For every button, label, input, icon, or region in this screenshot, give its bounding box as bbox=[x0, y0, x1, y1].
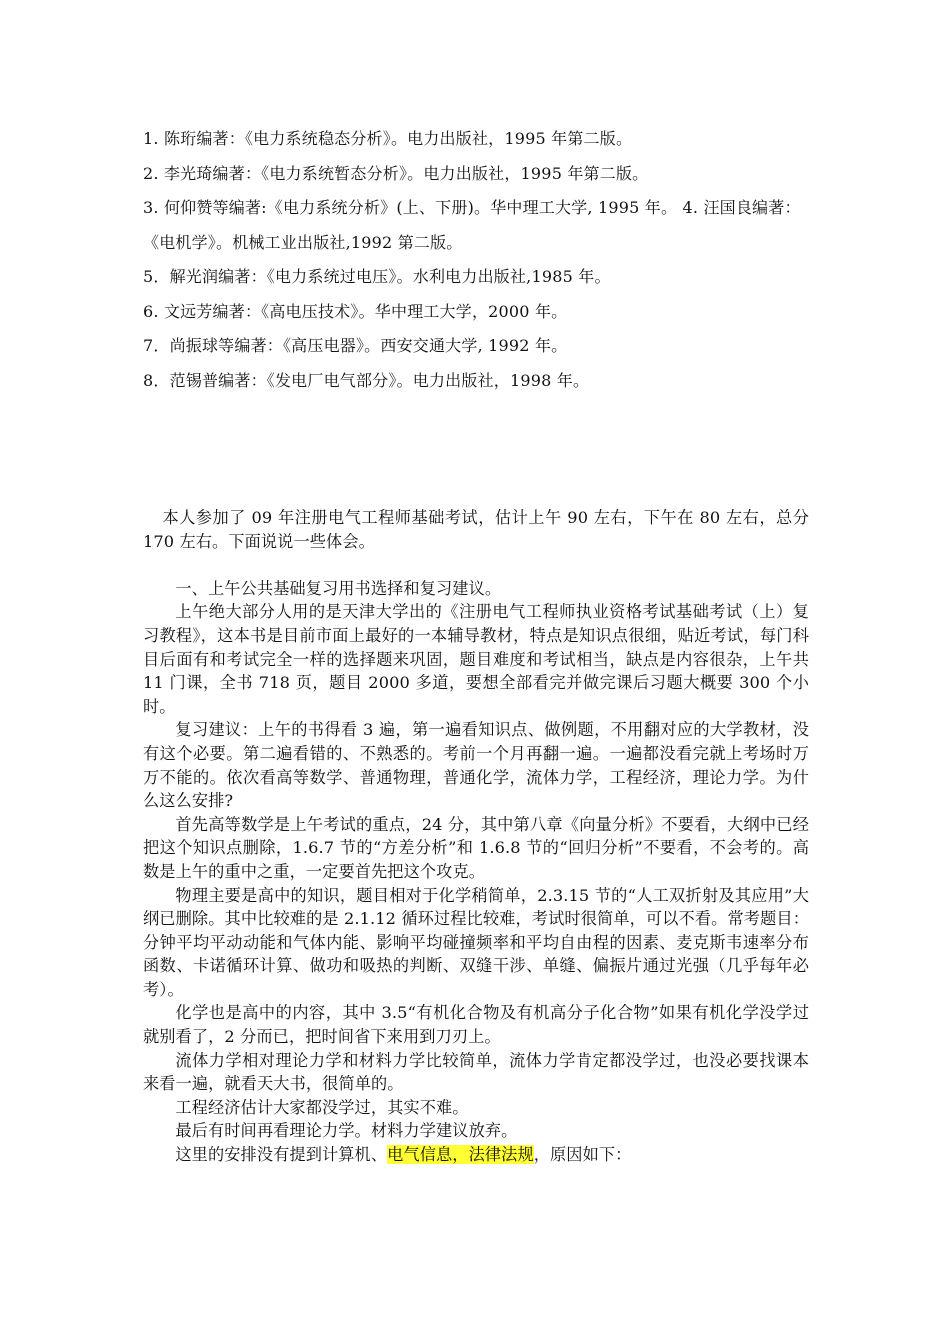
reference-item-8: 8．范锡普编著：《发电厂电气部分》。电力出版社，1998 年。 bbox=[143, 370, 590, 390]
reference-item-3: 3. 何仰赞等编著:《电力系统分析》(上、下册)。华中理工大学, 1995 年。 4. 汪国良编著：《电机学》。机械工业出版社,1992 第二版。 bbox=[143, 198, 801, 252]
article-body bbox=[143, 506, 809, 1167]
arrangement-text-post: ，原因如下： bbox=[533, 1145, 632, 1165]
paragraph-economics: 工程经济估计大家都没学过，其实不难。 bbox=[175, 1097, 469, 1117]
paragraph-fluid: 流体力学相对理论力学和材料力学比较简单，流体力学肯定都没学过，也没必要找课本来看一遍，就看天大书，很简单的。 bbox=[143, 1050, 809, 1094]
reference-item-5: 5．解光润编著：《电力系统过电压》。水利电力出版社,1985 年。 bbox=[143, 267, 611, 286]
section-heading: 一、上午公共基础复习用书选择和复习建议。 bbox=[175, 578, 502, 598]
reference-item-1: 1. 陈珩编著：《电力系统稳态分析》。电力出版社，1995 年第二版。 bbox=[143, 129, 633, 148]
paragraph-arrangement bbox=[143, 1143, 809, 1167]
reference-item-2: 2. 李光琦编著：《电力系统暂态分析》。电力出版社，1995 年第二版。 bbox=[143, 163, 649, 183]
paragraph-book: 上午绝大部分人用的是天津大学出的《注册电气工程师执业资格考试基础考试（上）复习教程》，这本书是目前市面上最好的一本辅导教材，特点是知识点很细，贴近考试，每门科目后面有和考试完全一样的选择题来巩固，题目难度和考试相当，缺点是内容很杂，上午共 11 门课，全书 718 页，题目 2000 多道，要想全部看完并做完课后习题大概要 300 个小时。 bbox=[143, 602, 809, 716]
highlighted-text: 电气信息，法律法规 bbox=[387, 1145, 534, 1165]
paragraph-mechanics: 最后有时间再看理论力学。材料力学建议放弃。 bbox=[175, 1121, 518, 1141]
reference-item-6: 6. 文远芳编著：《高电压技术》。华中理工大学，2000 年。 bbox=[143, 301, 568, 321]
paragraph-chemistry: 化学也是高中的内容，其中 3.5“有机化合物及有机高分子化合物”如果有机化学没学过就别看了，2 分而已，把时间省下来用到刀刃上。 bbox=[143, 1003, 809, 1047]
paragraph-math: 首先高等数学是上午考试的重点，24 分，其中第八章《向量分析》不要看，大纲中已经把这个知识点删除，1.6.7 节的“方差分析”和 1.6.8 节的“回归分析”不要看，不会考的。高数是上午的重中之重，一定要首先把这个攻克。 bbox=[143, 814, 809, 881]
paragraph-gap bbox=[143, 553, 809, 577]
reference-list bbox=[143, 122, 823, 398]
arrangement-text-pre: 这里的安排没有提到计算机、 bbox=[175, 1145, 388, 1165]
paragraph-physics: 物理主要是高中的知识，题目相对于化学稍简单，2.3.15 节的“人工双折射及其应用”大纲已删除。其中比较难的是 2.1.12 循环过程比较难，考试时很简单，可以不看。常考题目：分钟平均平动动能和气体内能、影响平均碰撞频率和平均自由程的因素、麦克斯韦速率分布函数、卡诺循环计算、做功和吸热的判断、双缝干涉、单缝、偏振片通过光强（几乎每年必考）。 bbox=[143, 885, 809, 999]
reference-item-7: 7．尚振球等编著：《高压电器》。西安交通大学, 1992 年。 bbox=[143, 336, 568, 355]
intro-paragraph: 本人参加了 09 年注册电气工程师基础考试，估计上午 90 左右，下午在 80 左右，总分 170 左右。下面说说一些体会。 bbox=[143, 508, 809, 551]
paragraph-advice: 复习建议：上午的书得看 3 遍，第一遍看知识点、做例题，不用翻对应的大学教材，没有这个必要。第二遍看错的、不熟悉的。考前一个月再翻一遍。一遍都没看完就上考场时万万不能的。依次看高等数学、普通物理，普通化学，流体力学，工程经济，理论力学。为什么这么安排? bbox=[143, 720, 809, 811]
